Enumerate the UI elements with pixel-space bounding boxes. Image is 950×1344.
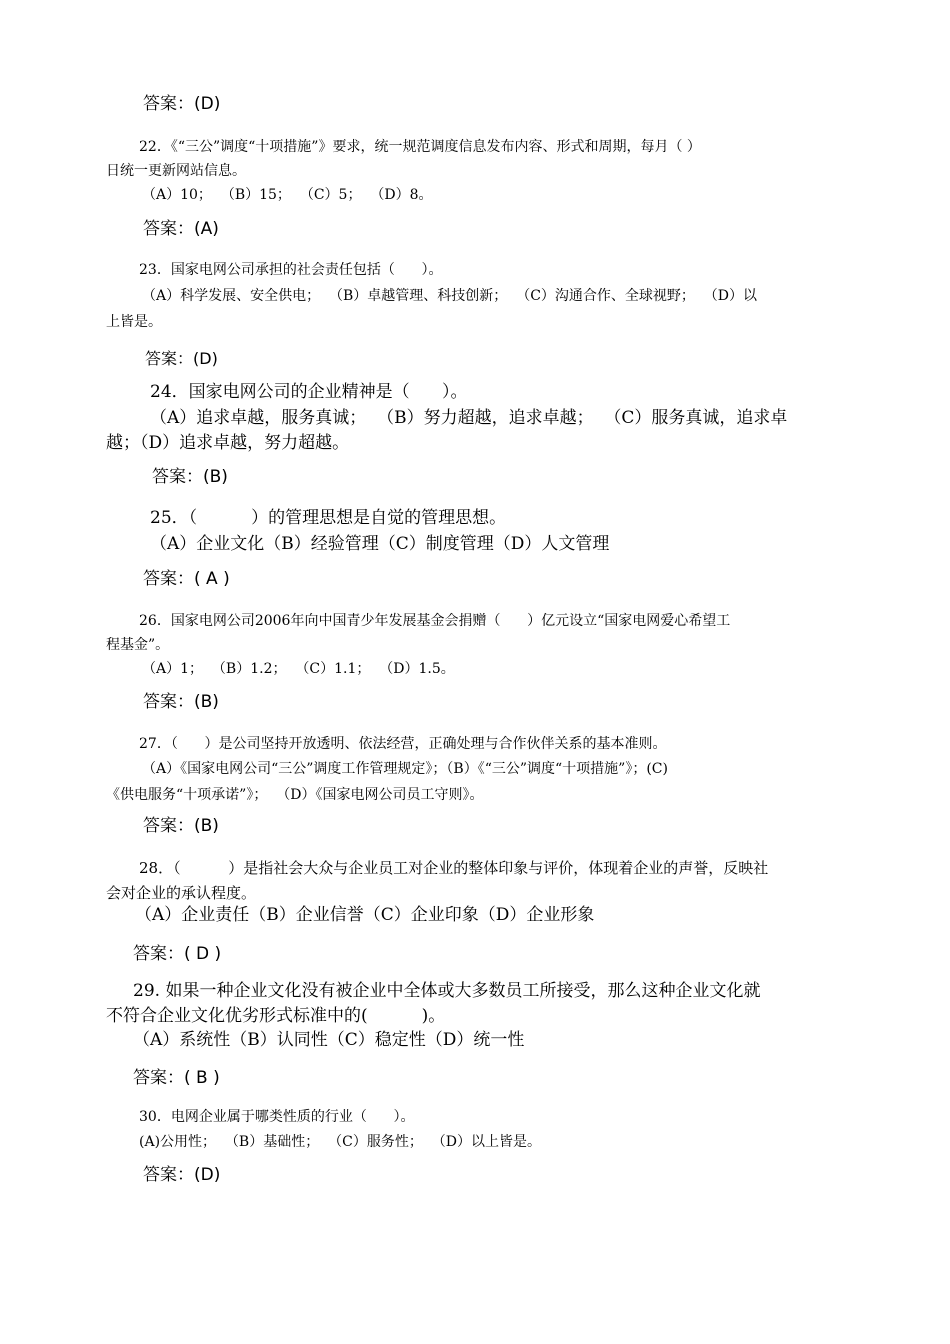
- question-line: 29. 如果一种企业文化没有被企业中全体或大多数员工所接受，那么这种企业文化就: [133, 981, 761, 1001]
- answer-label: 答案：(B): [143, 816, 219, 836]
- answer-label: 答案：(D): [143, 94, 221, 114]
- answer-label: 答案：(B): [152, 467, 228, 487]
- question-line: 不符合企业文化优劣形式标准中的( )。: [106, 1006, 446, 1026]
- question-line: 28．（ ）是指社会大众与企业员工对企业的整体印象与评价，体现着企业的声誉，反映社: [139, 859, 769, 877]
- option-line: 《供电服务“十项承诺”》； （D）《国家电网公司员工守则》。: [106, 787, 484, 803]
- option-line: （A）《国家电网公司“三公”调度工作管理规定》；（B）《“三公”调度“十项措施”》；(C): [142, 761, 668, 777]
- option-line: （A）1； （B）1.2； （C）1.1； （D）1.5。: [142, 661, 455, 677]
- option-line: (A)公用性； （B）基础性； （C）服务性； （D）以上皆是。: [139, 1134, 541, 1150]
- answer-label: 答案：( A ): [143, 569, 230, 589]
- question-line: 24．国家电网公司的企业精神是（ ）。: [150, 382, 468, 402]
- question-line: 26．国家电网公司2006年向中国青少年发展基金会捐赠（ ）亿元设立“国家电网爱心希望工: [139, 613, 731, 629]
- option-line: 越；（D）追求卓越，努力超越。: [106, 433, 350, 453]
- answer-label: 答案：( B ): [133, 1068, 220, 1088]
- question-line: 23．国家电网公司承担的社会责任包括（ ）。: [139, 262, 443, 278]
- option-line: （A）企业文化（B）经验管理（C）制度管理（D）人文管理: [150, 534, 610, 554]
- answer-label: 答案：(B): [143, 692, 219, 712]
- option-line: （A）追求卓越，服务真诚； （B）努力超越，追求卓越； （C）服务真诚，追求卓: [150, 408, 788, 428]
- answer-label: 答案：( D ): [133, 944, 222, 964]
- question-line: 22．《“三公”调度“十项措施”》要求，统一规范调度信息发布内容、形式和周期，每月（ ）: [139, 139, 701, 155]
- option-line: （A）科学发展、安全供电； （B）卓越管理、科技创新； （C）沟通合作、全球视野； （D）以: [142, 288, 758, 304]
- answer-label: 答案：(D): [145, 349, 218, 368]
- question-line: 会对企业的承认程度。: [106, 884, 257, 902]
- option-line: （A）企业责任（B）企业信誉（C）企业印象（D）企业形象: [135, 905, 595, 925]
- question-line: 程基金”。: [106, 637, 170, 653]
- question-line: 日统一更新网站信息。: [106, 163, 246, 179]
- option-line: （A）系统性（B）认同性（C）稳定性（D）统一性: [133, 1030, 525, 1050]
- answer-label: 答案：(D): [143, 1165, 221, 1185]
- question-line: 30．电网企业属于哪类性质的行业（ ）。: [139, 1109, 415, 1125]
- question-line: 27．（ ）是公司坚持开放透明、依法经营，正确处理与合作伙伴关系的基本准则。: [139, 736, 667, 752]
- question-line: 25．（ ）的管理思想是自觉的管理思想。: [150, 508, 507, 528]
- option-line: （A）10； （B）15； （C）5； （D）8。: [142, 187, 433, 203]
- answer-label: 答案：(A): [143, 219, 219, 239]
- option-line: 上皆是。: [106, 314, 162, 330]
